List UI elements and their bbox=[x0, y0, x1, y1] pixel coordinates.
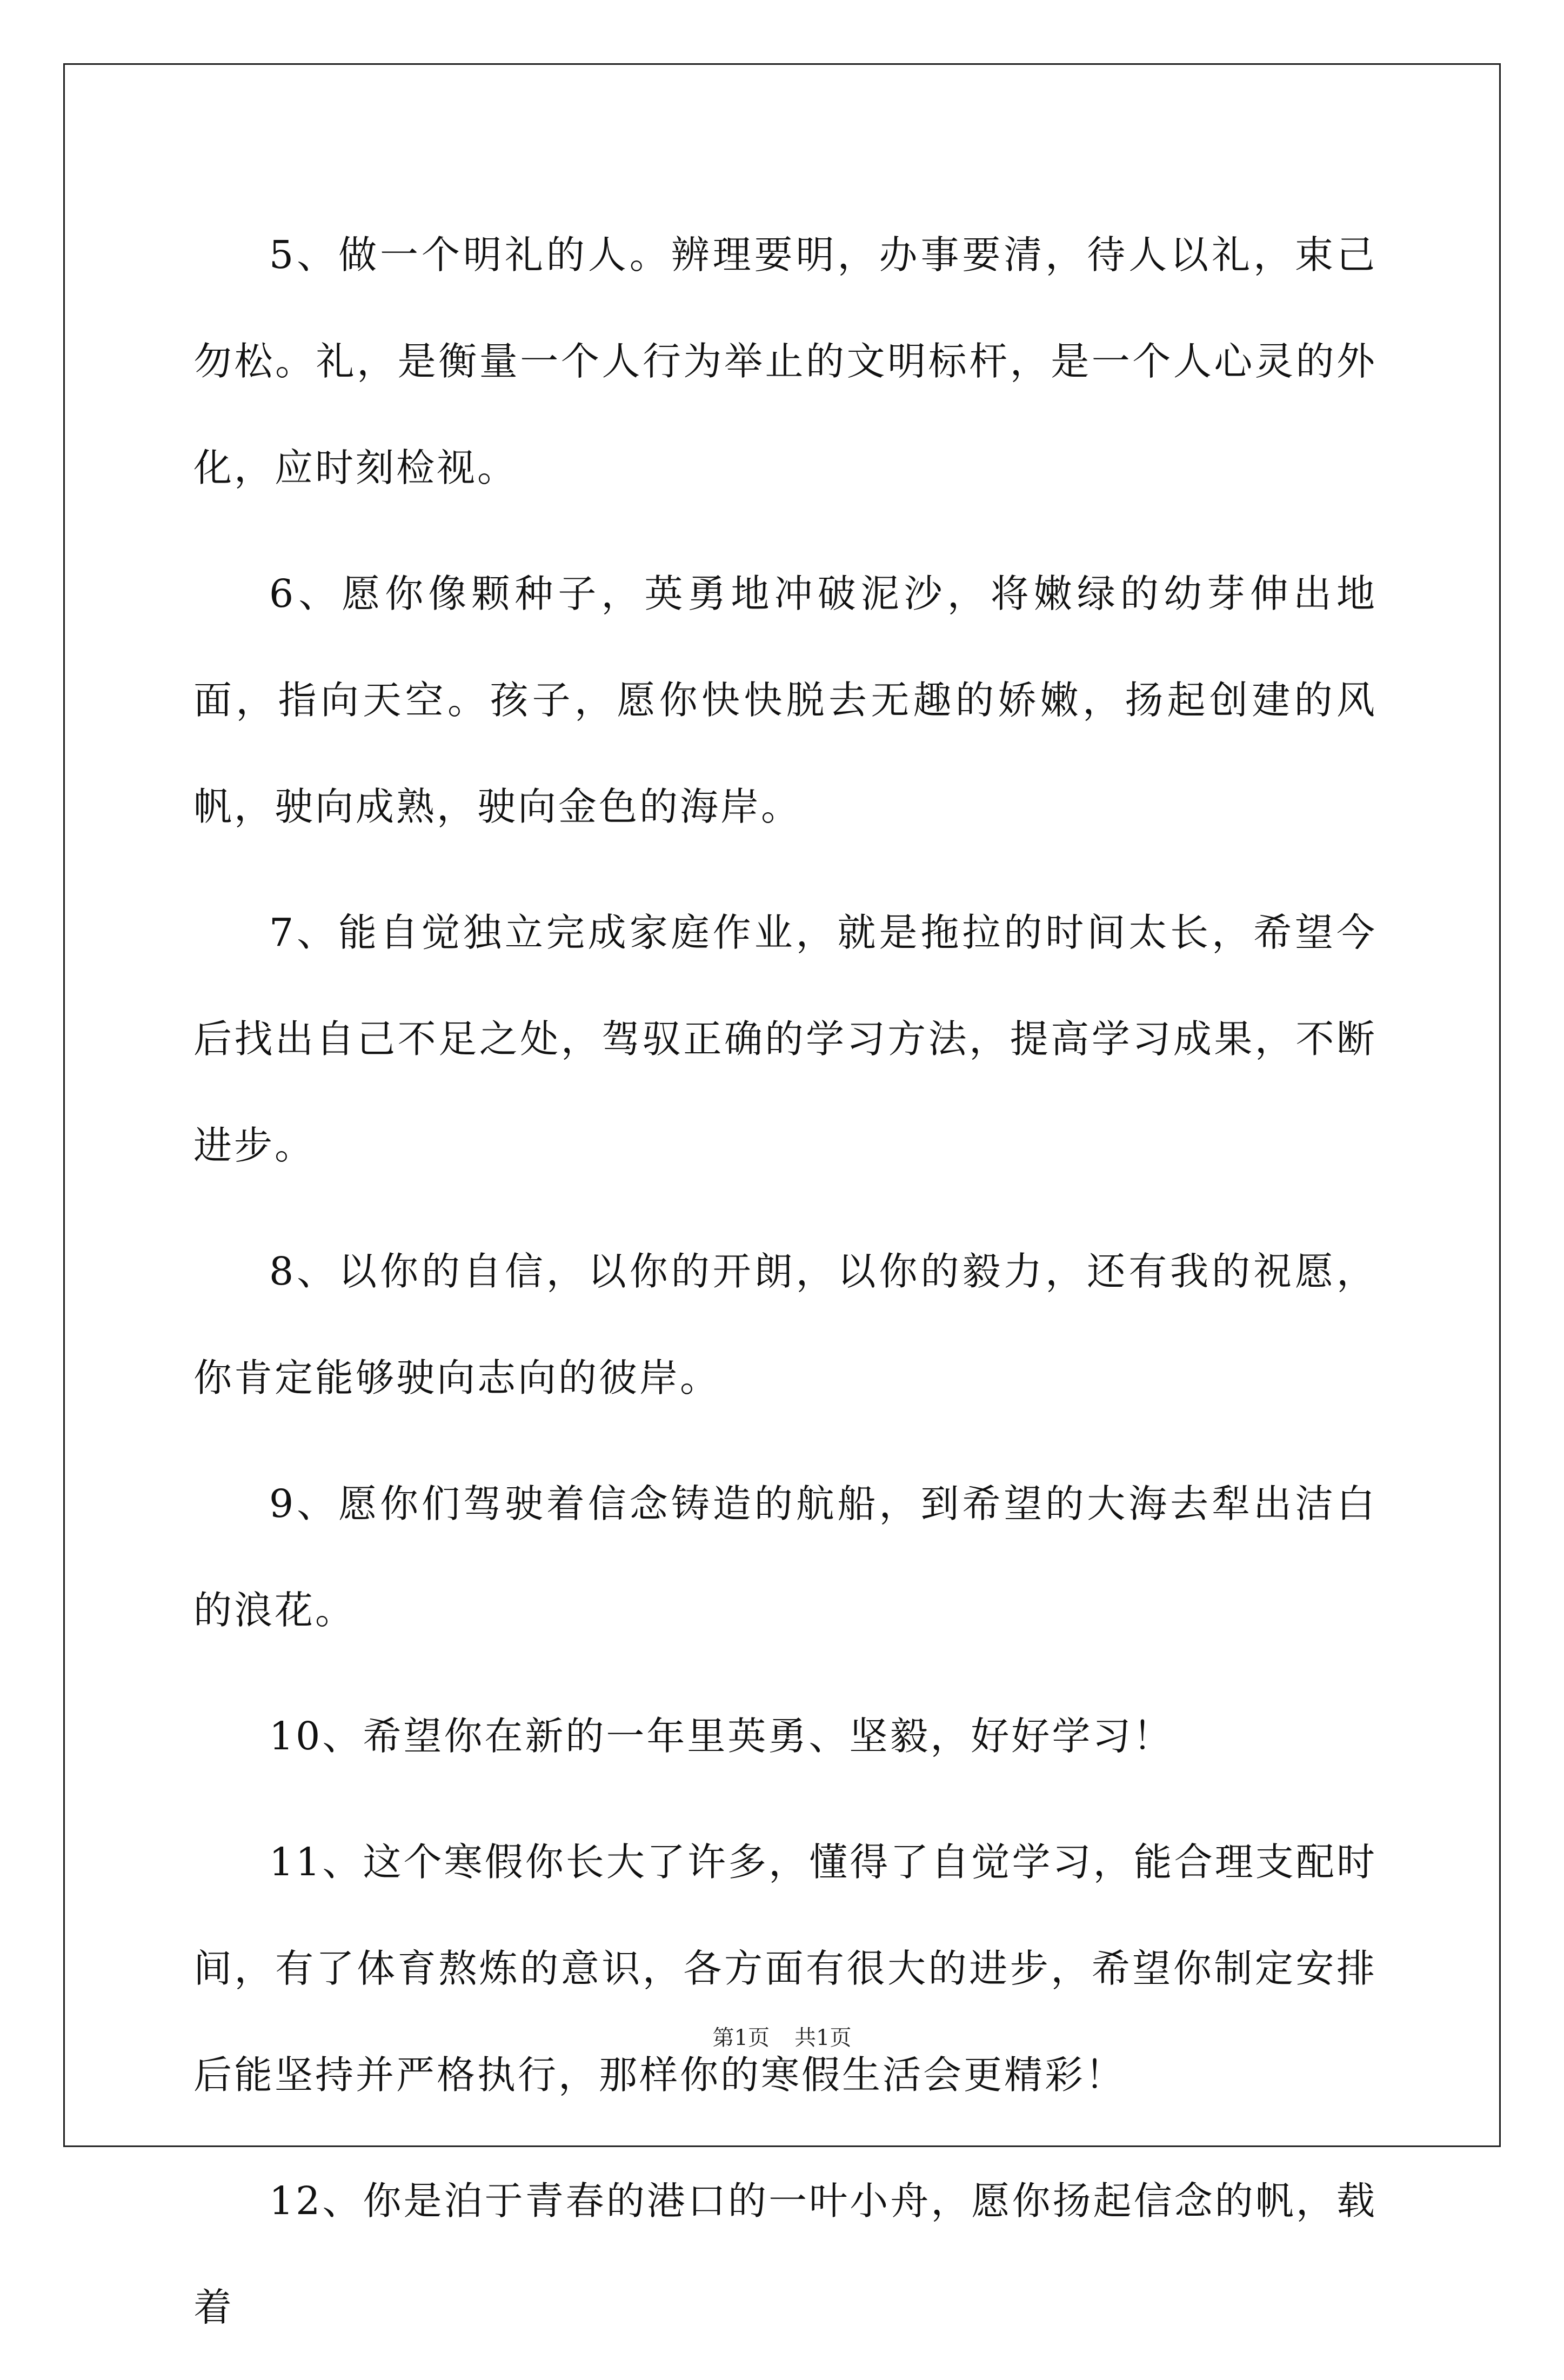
page-number: 第1页 bbox=[712, 2025, 770, 2050]
paragraph-7: 7、能自觉独立完成家庭作业，就是拖拉的时间太长，希望今后找出自己不足之处，驾驭正确的学习方法，提高学习成果，不断进步。 bbox=[193, 910, 1377, 1168]
paragraph-8: 8、以你的自信，以你的开朗，以你的毅力，还有我的祝愿，你肯定能够驶向志向的彼岸。 bbox=[193, 1249, 1377, 1400]
paragraph-12: 12、你是泊于青春的港口的一叶小舟，愿你扬起信念的帆，载着 bbox=[193, 2178, 1377, 2330]
paragraph-10: 10、希望你在新的一年里英勇、坚毅，好好学习！ bbox=[269, 1714, 1174, 1759]
paragraph-11: 11、这个寒假你长大了许多，懂得了自觉学习，能合理支配时间，有了体育熬炼的意识，各方面有很大的进步，希望你制定安排后能坚持并严格执行，那样你的寒假生活会更精彩！ bbox=[193, 1840, 1377, 2097]
paragraph-5: 5、做一个明礼的人。辨理要明，办事要清，待人以礼，束己勿松。礼，是衡量一个人行为举止的文明标杆，是一个人心灵的外化，应时刻检视。 bbox=[193, 232, 1377, 490]
page-footer bbox=[0, 2021, 1564, 2051]
paragraph-6: 6、愿你像颗种子，英勇地冲破泥沙，将嫩绿的幼芽伸出地面，指向天空。孩子，愿你快快脱去无趣的娇嫩，扬起创建的风帆，驶向成熟，驶向金色的海岸。 bbox=[193, 571, 1377, 829]
paragraph-9: 9、愿你们驾驶着信念铸造的航船，到希望的大海去犁出洁白的浪花。 bbox=[193, 1481, 1377, 1633]
page-total: 共1页 bbox=[794, 2025, 852, 2050]
document-body bbox=[193, 202, 1377, 2380]
